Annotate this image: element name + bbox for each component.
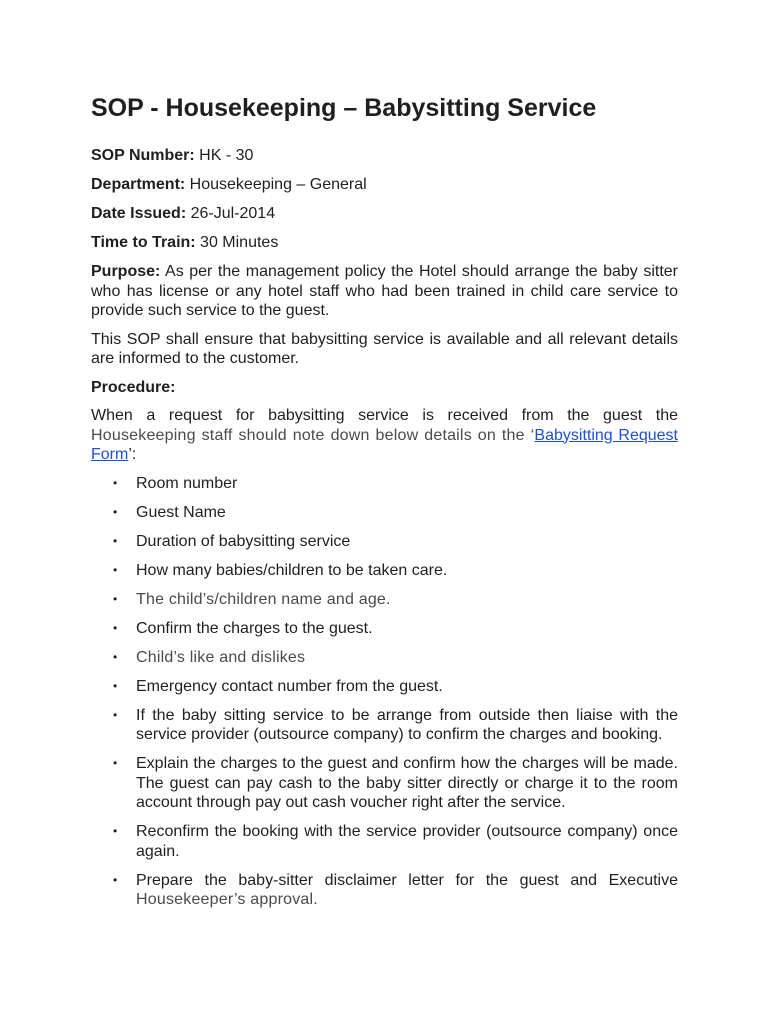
details-list xyxy=(91,474,678,910)
list-item-light-text: Housekeeper’s approval. xyxy=(136,891,318,908)
time-to-train-value: 30 Minutes xyxy=(195,234,279,251)
list-item-text: How many babies/children to be taken care. xyxy=(136,561,448,579)
list-item xyxy=(91,590,678,610)
department-label: Department: xyxy=(91,176,186,193)
list-item xyxy=(91,561,678,581)
page-title: SOP - Housekeeping – Babysitting Service xyxy=(91,94,597,122)
list-item-text: Confirm the charges to the guest. xyxy=(136,619,373,637)
babysitting-request-form-link[interactable]: Babysitting Request Form xyxy=(91,426,678,463)
request-tail: ’: xyxy=(128,446,137,463)
list-item-text: Explain the charges to the guest and confirm how the charges will be made. The guest can pay cash to the baby sitter directly or charge it to the room account through pay out cash voucher right after the service. xyxy=(136,755,678,811)
procedure-label: Procedure: xyxy=(91,378,176,396)
bullet-icon: • xyxy=(113,475,118,490)
list-item xyxy=(91,706,678,745)
request-paragraph xyxy=(91,406,678,465)
list-item-text: If the baby sitting service to be arrange from outside then liaise with the service provider (outsource company) to confirm the charges and booking. xyxy=(136,706,678,743)
bullet-icon: • xyxy=(113,533,118,548)
list-item xyxy=(91,648,678,668)
list-item-text: Emergency contact number from the guest. xyxy=(136,677,443,695)
list-item xyxy=(91,532,678,552)
list-item-text: Child’s like and dislikes xyxy=(136,648,306,666)
bullet-icon: • xyxy=(113,504,118,519)
purpose-paragraph xyxy=(91,262,678,321)
request-light-text: Housekeeping staff should note down below details on the ‘ xyxy=(91,426,535,444)
bullet-icon: • xyxy=(113,620,118,635)
sop-number-line xyxy=(91,146,678,166)
bullet-icon: • xyxy=(113,591,118,606)
list-item xyxy=(91,871,678,910)
list-item xyxy=(91,822,678,861)
procedure-heading xyxy=(91,378,678,398)
date-issued-line xyxy=(91,204,678,224)
bullet-icon: • xyxy=(113,649,118,664)
bullet-icon: • xyxy=(113,678,118,693)
department-value: Housekeeping – General xyxy=(185,176,367,193)
purpose-text: As per the management policy the Hotel should arrange the baby sitter who has license or any hotel staff who had been trained in child care service to provide such service to the guest. xyxy=(91,263,678,319)
request-lead: When a request for babysitting service is received from the guest the xyxy=(91,407,678,424)
department-line xyxy=(91,175,678,195)
bullet-icon: • xyxy=(113,707,118,722)
list-item xyxy=(91,503,678,523)
list-item xyxy=(91,474,678,494)
list-item xyxy=(91,677,678,697)
list-item-text: Room number xyxy=(136,474,238,492)
bullet-icon: • xyxy=(113,824,118,838)
date-issued-label: Date Issued: xyxy=(91,205,187,222)
list-item-text: Guest Name xyxy=(136,503,226,521)
list-item-text: The child’s/children name and age. xyxy=(136,590,391,608)
time-to-train-label: Time to Train: xyxy=(91,234,196,251)
bullet-icon: • xyxy=(113,756,118,770)
purpose-label: Purpose: xyxy=(91,263,161,280)
list-item xyxy=(91,619,678,639)
list-item-text: Reconfirm the booking with the service provider (outsource company) once again. xyxy=(136,823,678,860)
list-item-text: Duration of babysitting service xyxy=(136,532,351,550)
list-item xyxy=(91,754,678,813)
ensure-paragraph: This SOP shall ensure that babysitting service is available and all relevant details are informed to the customer. xyxy=(91,330,678,367)
bullet-icon: • xyxy=(113,872,118,887)
bullet-icon: • xyxy=(113,562,118,577)
sop-number-label: SOP Number: xyxy=(91,147,195,164)
date-issued-value: 26-Jul-2014 xyxy=(186,205,276,222)
sop-number-value: HK - 30 xyxy=(194,147,254,164)
list-item-text: Prepare the baby-sitter disclaimer letter for the guest and Executive xyxy=(136,871,678,889)
time-to-train-line xyxy=(91,233,678,253)
